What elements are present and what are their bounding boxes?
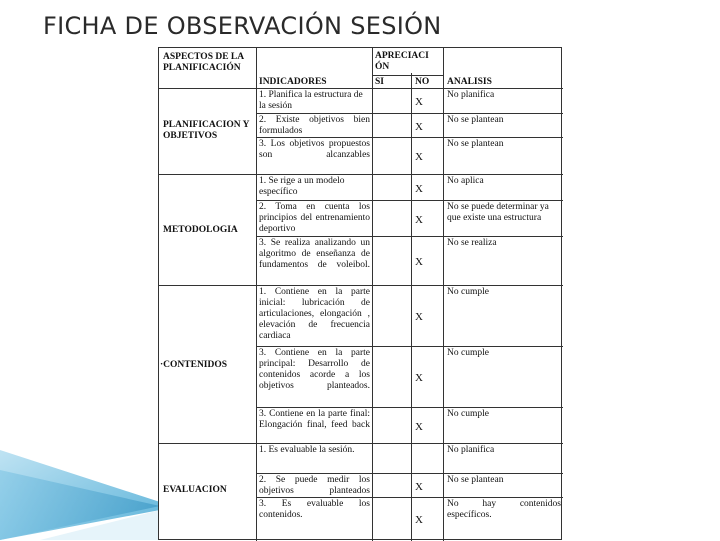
si-mark [373,150,411,162]
indicator-cell: 1. Es evaluable la sesión. [259,445,355,455]
no-mark: X [415,257,423,268]
no-mark: X [415,515,423,526]
no-mark: X [415,121,423,133]
analysis-cell: No cumple [447,409,489,419]
indicator-cell: 3. Contiene en la parte principal: Desarrollo de contenidos acorde a los objetivos planteados. [259,348,370,391]
si-mark [373,513,411,525]
si-mark [373,95,411,107]
si-mark [373,310,411,322]
analysis-cell: No planifica [447,90,495,100]
indicator-cell: 1. Planifica la estructura de la sesión [259,90,363,111]
decorative-corner-shape [0,440,160,540]
analysis-cell: No aplica [447,176,484,186]
analysis-cell: No se plantean [447,475,504,485]
analysis-cell: No se plantean [447,139,504,149]
si-mark [373,255,411,267]
aspect-planificacion: PLANIFICACIÓN Y OBJETIVOS [163,120,250,141]
aspect-contenidos: ·CONTENIDOS [160,360,228,370]
header-indicadores: INDICADORES [259,77,327,87]
si-mark [373,420,411,432]
indicator-cell: 2. Toma en cuenta los principios del entrenamiento deportivo [259,202,370,234]
indicator-cell: 3. Los objetivos propuestos son alcanzables [259,139,370,160]
no-mark [415,455,425,467]
si-mark [373,371,411,383]
header-analisis: ANALISIS [447,77,492,87]
aspect-metodologia: METODOLOGIA [163,225,238,235]
indicator-cell: 3. Se realiza analizando un algoritmo de enseñanza de fundamentos de voleibol. [259,238,370,270]
no-mark: X [415,97,423,108]
analysis-cell: No planifica [447,445,495,455]
page-title: FICHA DE OBSERVACIÓN SESIÓN [43,12,442,40]
si-mark [373,120,411,132]
si-mark [373,480,411,492]
analysis-cell: No se puede determinar ya que existe una estructura [447,202,549,223]
no-mark: X [415,183,423,195]
analysis-cell: No se realiza [447,238,497,248]
analysis-cell: No cumple [447,348,489,358]
header-si: SI [375,77,384,87]
analysis-cell: No se plantean [447,115,504,125]
indicator-cell: 2. Se puede medir los objetivos planteados [259,475,370,496]
si-mark [373,213,411,225]
header-apreciacion: APRECIACI ÓN [375,51,429,72]
no-mark: X [415,421,423,433]
header-aspectos: ASPECTOS DE LA PLANIFICACIÓN [163,52,244,73]
aspect-evaluacion: EVALUACIÓN [163,485,227,495]
no-mark: X [415,373,423,384]
header-no: NO [415,77,430,87]
si-mark [373,182,411,194]
analysis-cell: No hay contenidos específicos. [447,499,561,520]
observation-table [158,47,562,540]
indicator-cell: 2. Existe objetivos bien formulados [259,115,370,136]
no-mark: X [415,481,423,493]
no-mark: X [415,312,423,323]
indicator-cell: 3. Contiene en la parte final: Elongación final, feed back [259,409,370,430]
indicator-cell: 1. Se rige a un modelo específico [259,176,345,197]
analysis-cell: No cumple [447,287,489,297]
indicator-cell: 3. Es evaluable los contenidos. [259,499,370,520]
no-mark: X [415,214,423,226]
si-mark [373,453,411,465]
indicator-cell: 1. Contiene en la parte inicial: lubricación de articulaciones, elongación , elevación de frecuencia cardiaca [259,287,370,341]
no-mark: X [415,152,423,163]
